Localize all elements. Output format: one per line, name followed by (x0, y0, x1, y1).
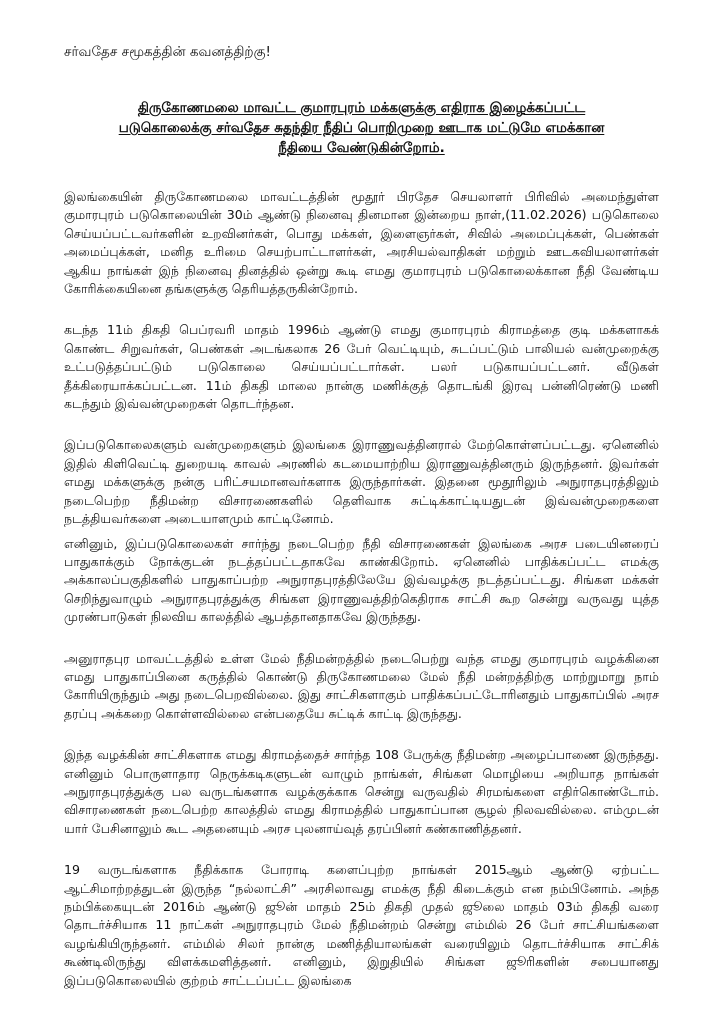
body-paragraph: இப்படுகொலைகளும் வன்முறைகளும் இலங்கை இராணுவத்தினரால் மேற்கொள்ளப்பட்டது. ஏனெனில் இதில் கிளிவெட்டி துறையடி காவல் அரணில் கடமையாற்றிய இராணுவத்தினரும் இருந்தனர். இவர்கள் எமது மக்களுக்கு நன்கு பரிட்சயமானவர்களாக இருந்தார்கள். இதனை மூதூரிலும் அநுராதபுரத்திலும் நடைபெற்ற நீதிமன்ற விசாரணைகளில் தெளிவாக சுட்டிக்காட்டியதுடன் இவ்வன்முறைகளை நடத்தியவர்களை அடையாளமும் காட்டினோம். (64, 437, 659, 527)
body-paragraph: அனுராதபுர மாவட்டத்தில் உள்ள மேல் நீதிமன்றத்தில் நடைபெற்று வந்த எமது குமாரபுரம் வழக்கினை எமது பாதுகாப்பினை கருத்தில் கொண்டு திருகோணமலை மேல் நீதி மன்றத்திற்கு மாற்றுமாறு நாம் கோரியிருந்தும் அது நடைபெறவில்லை. இது சாட்சிகளாகும் பாதிக்கப்பட்டோரினதும் பாதுகாப்பில் அரச தரப்பு அக்கறை கொள்ளவில்லை என்பதையே சுட்டிக் காட்டி இருந்தது. (64, 650, 659, 721)
title-line: நீதியை வேண்டுகின்றோம். (278, 140, 445, 156)
body-paragraph: கடந்த 11ம் திகதி பெப்ரவரி மாதம் 1996ம் ஆண்டு எமது குமாரபுரம் கிராமத்தை குடி மக்களாகக் கொண்ட சிறுவர்கள், பெண்கள் அடங்கலாக 26 பேர் வெட்டியும், சுடப்பட்டும் பாலியல் வன்முறைக்கு உட்படுத்தப்பட்டும் படுகொலை செய்யப்பட்டார்கள். பலர் படுகாயப்பட்டனர். வீடுகள் தீக்கிரையாக்கப்பட்டன. 11ம் திகதி மாலை நான்கு மணிக்குத் தொடங்கி இரவு பன்னிரெண்டு மணி கடந்தும் இவ்வன்முறைகள் தொடர்ந்தன. (64, 322, 659, 412)
body-paragraph: இலங்கையின் திருகோணமலை மாவட்டத்தின் மூதூர் பிரதேச செயலாளர் பிரிவில் அமைந்துள்ள குமாரபுரம் படுகொலையின் 30ம் ஆண்டு நினைவு தினமான இன்றைய நாள்,(11.02.2026) படுகொலை செய்யப்பட்டவர்களின் உறவினர்கள், பொது மக்கள், இளைஞர்கள், சிவில் அமைப்புக்கள், பெண்கள் அமைப்புக்கள், மனித உரிமை செயற்பாட்டாளர்கள், அரசியல்வாதிகள் மற்றும் ஊடகவியலாளர்கள் ஆகிய நாங்கள் இந் நினைவு தினத்தில் ஒன்று கூடி எமது குமாரபுரம் படுகொலைக்கான நீதி வேண்டிய கோரிக்கையினை தங்களுக்கு தெரியத்தருகின்றோம். (64, 189, 659, 297)
greeting-line: சர்வதேச சமூகத்தின் கவனத்திற்கு! (64, 44, 271, 60)
title-line: திருகோணமலை மாவட்ட குமாரபுரம் மக்களுக்கு எதிராக இழைக்கப்பட்ட (137, 100, 586, 116)
body-paragraph: எனினும், இப்படுகொலைகள் சார்ந்து நடைபெற்ற நீதி விசாரணைகள் இலங்கை அரச படையினரைப் பாதுகாக்கும் நோக்குடன் நடத்தப்பட்டதாகவே காண்கிறோம். ஏனெனில் பாதிக்கப்பட்ட எமக்கு அக்காலப்பகுதிகளில் பாதுகாப்பற்ற அநுராதபுரத்திலேயே இவ்வழக்கு நடத்தப்பட்டது. சிங்கள மக்கள் செறிந்துவாழும் அநுராதபுரத்துக்கு சிங்கள இராணுவத்திற்கெதிராக சாட்சி கூற சென்று வருவது யுத்த முரண்பாடுகள் நிலவிய காலத்தில் ஆபத்தானதாகவே இருந்தது. (64, 535, 659, 625)
body-paragraph: இந்த வழக்கின் சாட்சிகளாக எமது கிராமத்தைச் சார்ந்த 108 பேருக்கு நீதிமன்ற அழைப்பாணை இருந்தது. எனினும் பொருளாதார நெருக்கடிகளுடன் வாழும் நாங்கள், சிங்கள மொழியை அறியாத நாங்கள் அநுராதபுரத்துக்கு பல வருடங்களாக வழக்குக்காக சென்று வருவதில் சிரமங்களை எதிர்கொண்டோம். விசாரணைகள் நடைபெற்ற காலத்தில் எமது கிராமத்தில் பாதுகாப்பான சூழல் நிலவவில்லை. எம்முடன் யார் பேசினாலும் கூட அதனையும் அரச புலனாய்வுத் தரப்பினர் கண்காணித்தனர். (64, 747, 659, 836)
body-paragraph: 19 வருடங்களாக நீதிக்காக போராடி களைப்புற்ற நாங்கள் 2015ஆம் ஆண்டு ஏற்பட்ட ஆட்சிமாற்றத்துடன் இருந்த “நல்லாட்சி” அரசிலாவது எமக்கு நீதி கிடைக்கும் என நம்பினோம். அந்த நம்பிக்கையுடன் 2016ம் ஆண்டு ஜூன் மாதம் 25ம் திகதி முதல் ஜூலை மாதம் 03ம் திகதி வரை தொடர்ச்சியாக 11 நாட்கள் அநுராதபுரம் மேல் நீதிமன்றம் சென்று எம்மில் 26 பேர் சாட்சியங்களை வழங்கியிருந்தனர். எம்மில் சிலர் நான்கு மணித்தியாலங்கள் வரையிலும் தொடர்ச்சியாக சாட்சிக் கூண்டிலிருந்து விளக்கமளித்தனர். எனினும், இறுதியில் சிங்கள ஜூரிகளின் சபையானது இப்படுகொலையில் குற்றம் சாட்டப்பட்ட இலங்கை (64, 862, 659, 988)
document-title (64, 98, 659, 158)
title-line: படுகொலைக்கு சர்வதேச சுதந்திர நீதிப் பொறிமுறை ஊடாக மட்டுமே எமக்கான (118, 120, 605, 136)
